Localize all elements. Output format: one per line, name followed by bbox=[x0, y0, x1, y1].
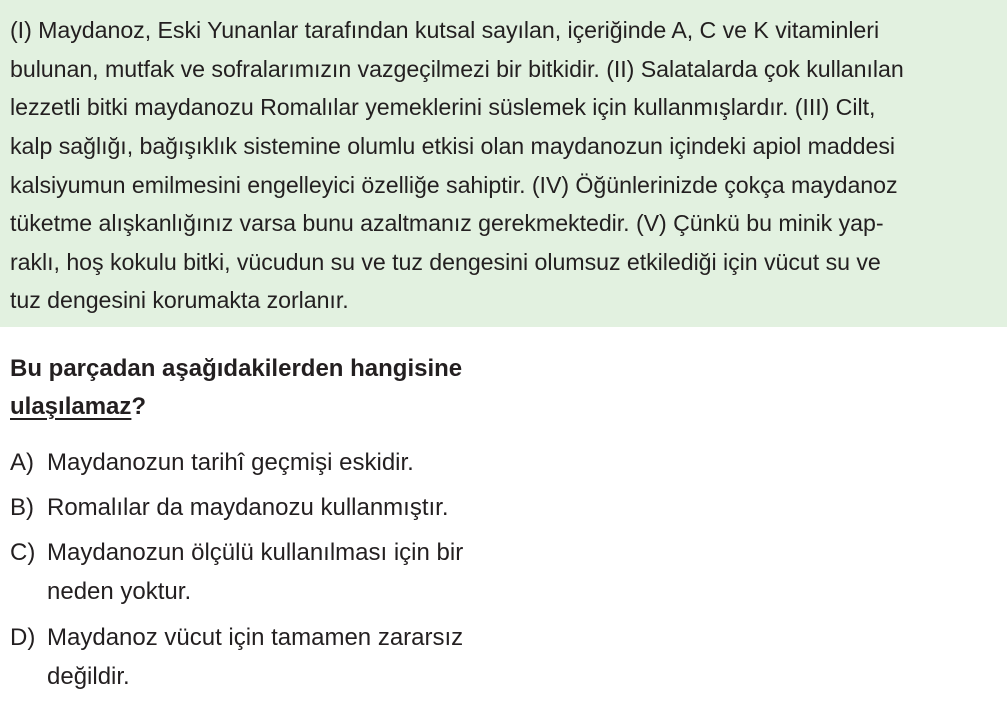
option-b[interactable] bbox=[10, 493, 449, 523]
option-text: Maydanoz vücut için tamamen zararsız bbox=[47, 624, 464, 651]
option-d-continuation: değildir. bbox=[47, 663, 130, 690]
passage-line: raklı, hoş kokulu bitki, vücudun su ve tuz dengesini olumsuz etkilediği için vücut su ve bbox=[10, 249, 881, 275]
passage-box bbox=[0, 0, 1007, 327]
option-c-continuation: neden yoktur. bbox=[47, 578, 192, 605]
passage-line: kalsiyumun emilmesini engelleyici özelliğe sahiptir. (IV) Öğünlerinizde çokça maydanoz bbox=[10, 172, 898, 198]
passage-line: (I) Maydanoz, Eski Yunanlar tarafından kutsal sayılan, içeriğinde A, C ve K vitaminleri bbox=[10, 17, 880, 43]
option-text: Maydanozun tarihî geçmişi eskidir. bbox=[47, 449, 414, 476]
passage-line: lezzetli bitki maydanozu Romalılar yemeklerini süslemek için kullanmışlardır. (III) Cilt, bbox=[10, 94, 876, 120]
option-letter: A) bbox=[10, 449, 34, 476]
option-text: Maydanozun ölçülü kullanılması için bir bbox=[47, 539, 464, 566]
option-a[interactable] bbox=[10, 448, 414, 478]
question-line-2 bbox=[10, 392, 146, 422]
option-c[interactable] bbox=[10, 538, 463, 568]
question-line-1: Bu parçadan aşağıdakilerden hangisine bbox=[10, 355, 463, 382]
option-letter: D) bbox=[10, 624, 36, 651]
passage-line: bulunan, mutfak ve sofralarımızın vazgeçilmezi bir bitkidir. (II) Salatalarda çok kullanılan bbox=[10, 56, 904, 82]
option-letter: B) bbox=[10, 494, 34, 521]
passage-line: tüketme alışkanlığınız varsa bunu azaltmanız gerekmektedir. (V) Çünkü bu minik yap- bbox=[10, 210, 884, 236]
passage-line: tuz dengesini korumakta zorlanır. bbox=[10, 287, 349, 313]
option-text: Romalılar da maydanozu kullanmıştır. bbox=[47, 494, 449, 521]
passage-line: kalp sağlığı, bağışıklık sistemine olumlu etkisi olan maydanozun içindeki apiol maddesi bbox=[10, 133, 895, 159]
option-d[interactable] bbox=[10, 623, 463, 653]
option-letter: C) bbox=[10, 539, 36, 566]
question-emphasis: ulaşılamaz bbox=[10, 393, 132, 420]
question-mark: ? bbox=[131, 393, 147, 420]
